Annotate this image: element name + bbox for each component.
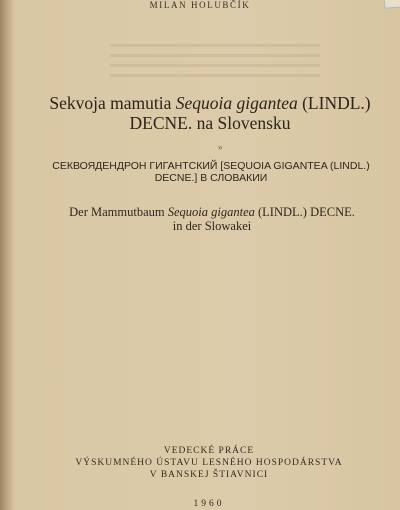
title-german-species: Sequoia gigantea	[167, 205, 255, 219]
author-name: MILAN HOLUBČÍK	[149, 0, 251, 10]
publication-year: 1960	[193, 499, 225, 509]
publisher-line1: VEDECKÉ PRÁCE	[163, 446, 255, 456]
publisher-line2: VÝSKUMNÉHO ÚSTAVU LESNÉHO HOSPODÁRSTVA	[75, 458, 343, 468]
title-slovak	[0, 93, 400, 133]
ink-mark: »	[218, 142, 223, 152]
publisher-block	[0, 445, 400, 481]
title-german-part2: (LINDL.) DECNE.	[254, 205, 355, 219]
publisher-line3: V BANSKEJ ŠTIAVNICI	[149, 470, 269, 480]
title-russian	[0, 160, 400, 184]
title-german-line2: in der Slowakei	[172, 219, 252, 233]
title-slovak-line2: DECNE. na Slovensku	[129, 113, 291, 133]
title-russian-line2: DECNE.] В СЛОВАКИИ	[154, 172, 268, 184]
spine-shadow	[0, 0, 14, 510]
title-german	[0, 205, 400, 233]
title-slovak-part1: Sekvoja mamutia	[49, 93, 176, 113]
title-slovak-species: Sequoia gigantea	[175, 93, 298, 113]
show-through-text	[110, 44, 320, 84]
title-russian-line1: СЕКВОЯДЕНДРОН ГИГАНТСКИЙ [SEQUOIA GIGANTEA (LINDL.)	[52, 160, 370, 172]
title-slovak-part2: (LINDL.)	[297, 93, 371, 113]
title-german-part1: Der Mammutbaum	[69, 205, 168, 219]
